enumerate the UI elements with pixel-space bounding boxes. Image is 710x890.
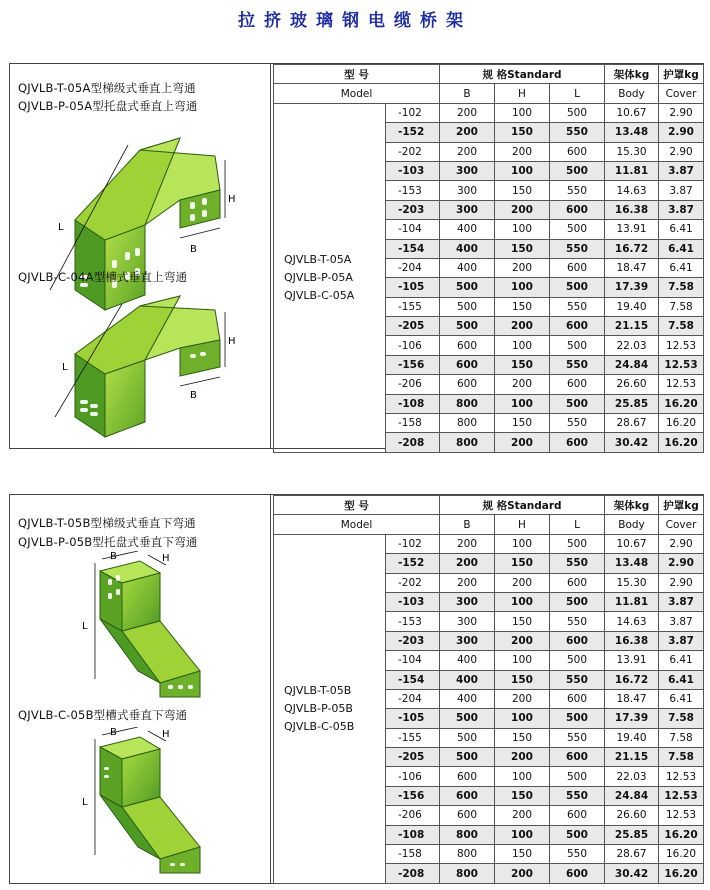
cell-code: -155 (386, 297, 440, 316)
cell-b: 400 (440, 239, 495, 258)
cell-h: 150 (495, 414, 550, 433)
cell-body: 22.03 (605, 336, 659, 355)
cell-code: -102 (386, 534, 440, 553)
header-body-cn: 架体kg (605, 65, 659, 84)
dimension-b-label: B (190, 390, 197, 401)
cell-cover: 7.58 (659, 728, 704, 747)
cell-h: 150 (495, 845, 550, 864)
cell-l: 600 (550, 573, 605, 592)
cell-b: 200 (440, 123, 495, 142)
cell-l: 550 (550, 239, 605, 258)
cell-l: 550 (550, 355, 605, 374)
cell-l: 550 (550, 554, 605, 573)
cell-body: 18.47 (605, 689, 659, 708)
header-model-cn: 型 号 (274, 65, 440, 84)
cell-cover: 16.20 (659, 394, 704, 413)
cell-body: 26.60 (605, 806, 659, 825)
cell-l: 600 (550, 864, 605, 883)
cell-h: 200 (495, 631, 550, 650)
cell-b: 800 (440, 845, 495, 864)
cell-b: 500 (440, 728, 495, 747)
header-model-en: Model (274, 84, 440, 103)
dimension-l-label: L (58, 222, 64, 233)
up-bend-trough-drawing (30, 292, 240, 442)
page-title: 拉挤玻璃钢电缆桥架 (238, 11, 472, 31)
cell-code: -108 (386, 825, 440, 844)
cell-l: 600 (550, 806, 605, 825)
header-cover: Cover (659, 515, 704, 534)
cell-cover: 12.53 (659, 806, 704, 825)
cell-cover: 2.90 (659, 123, 704, 142)
cell-h: 100 (495, 709, 550, 728)
figure-pane (10, 495, 271, 883)
cell-body: 16.72 (605, 670, 659, 689)
cell-code: -104 (386, 220, 440, 239)
cell-cover: 2.90 (659, 554, 704, 573)
cell-body: 24.84 (605, 355, 659, 374)
header-h: H (495, 84, 550, 103)
cell-code: -204 (386, 258, 440, 277)
cell-cover: 7.58 (659, 748, 704, 767)
cell-code: -205 (386, 748, 440, 767)
cell-code: -108 (386, 394, 440, 413)
cell-h: 200 (495, 258, 550, 277)
header-l: L (550, 515, 605, 534)
cell-cover: 6.41 (659, 670, 704, 689)
cell-b: 500 (440, 278, 495, 297)
caption-tray: QJVLB-P-05A型托盘式垂直上弯通 (18, 99, 198, 113)
cell-h: 150 (495, 728, 550, 747)
section-down-bend (9, 494, 704, 884)
cell-b: 400 (440, 670, 495, 689)
cell-code: -106 (386, 336, 440, 355)
cell-code: -105 (386, 278, 440, 297)
cell-h: 200 (495, 748, 550, 767)
caption-ladder: QJVLB-T-05A型梯级式垂直上弯通 (18, 81, 196, 95)
cell-l: 550 (550, 414, 605, 433)
cell-cover: 7.58 (659, 317, 704, 336)
cell-h: 200 (495, 864, 550, 883)
model-name: QJVLB-C-05A (284, 288, 355, 302)
header-model-cn: 型 号 (274, 496, 440, 515)
cell-h: 150 (495, 239, 550, 258)
cell-code: -158 (386, 414, 440, 433)
cell-l: 600 (550, 258, 605, 277)
cell-b: 300 (440, 181, 495, 200)
dimension-h-label: H (162, 729, 170, 740)
dimension-l-label: L (82, 797, 88, 808)
header-b: B (440, 515, 495, 534)
cell-body: 21.15 (605, 317, 659, 336)
cell-cover: 7.58 (659, 709, 704, 728)
cell-b: 200 (440, 573, 495, 592)
cell-h: 200 (495, 806, 550, 825)
cell-h: 200 (495, 689, 550, 708)
cell-body: 19.40 (605, 297, 659, 316)
model-name: QJVLB-C-05B (284, 719, 355, 733)
cell-b: 200 (440, 534, 495, 553)
cell-b: 300 (440, 161, 495, 180)
cell-l: 500 (550, 278, 605, 297)
dimension-l-label: L (62, 362, 68, 373)
cell-body: 26.60 (605, 375, 659, 394)
cell-h: 100 (495, 161, 550, 180)
header-spec: 规 格Standard (440, 65, 605, 84)
cell-body: 25.85 (605, 394, 659, 413)
cell-h: 100 (495, 534, 550, 553)
cell-h: 100 (495, 336, 550, 355)
caption-tray: QJVLB-P-05B型托盘式垂直下弯通 (18, 535, 198, 549)
cell-l: 550 (550, 786, 605, 805)
cell-cover: 16.20 (659, 414, 704, 433)
spec-table (273, 495, 704, 884)
down-bend-trough-drawing (30, 727, 240, 877)
cell-body: 18.47 (605, 258, 659, 277)
cell-h: 150 (495, 297, 550, 316)
cell-l: 550 (550, 845, 605, 864)
cell-code: -155 (386, 728, 440, 747)
cell-cover: 3.87 (659, 181, 704, 200)
cell-h: 150 (495, 123, 550, 142)
cell-code: -206 (386, 375, 440, 394)
cell-l: 500 (550, 220, 605, 239)
cell-l: 550 (550, 123, 605, 142)
cell-h: 100 (495, 767, 550, 786)
cell-b: 600 (440, 767, 495, 786)
header-cover: Cover (659, 84, 704, 103)
cell-h: 100 (495, 220, 550, 239)
cell-cover: 7.58 (659, 297, 704, 316)
cell-cover: 6.41 (659, 689, 704, 708)
header-body-cn: 架体kg (605, 496, 659, 515)
cell-h: 150 (495, 612, 550, 631)
cell-body: 13.91 (605, 220, 659, 239)
header-h: H (495, 515, 550, 534)
caption-trough: QJVLB-C-05B型槽式垂直下弯通 (18, 708, 188, 722)
cell-b: 200 (440, 142, 495, 161)
cell-body: 22.03 (605, 767, 659, 786)
cell-b: 300 (440, 612, 495, 631)
cell-cover: 12.53 (659, 786, 704, 805)
cell-h: 150 (495, 355, 550, 374)
model-names-cell (274, 103, 386, 452)
cell-h: 100 (495, 651, 550, 670)
table-row (274, 103, 704, 122)
cell-b: 500 (440, 297, 495, 316)
cell-l: 500 (550, 103, 605, 122)
header-cover-cn: 护罩kg (659, 496, 704, 515)
cell-body: 11.81 (605, 592, 659, 611)
cell-l: 500 (550, 651, 605, 670)
cell-l: 500 (550, 336, 605, 355)
cell-b: 800 (440, 825, 495, 844)
cell-body: 10.67 (605, 534, 659, 553)
cell-l: 600 (550, 200, 605, 219)
cell-body: 13.48 (605, 554, 659, 573)
up-bend-ladder-drawing (30, 130, 240, 316)
cell-l: 550 (550, 728, 605, 747)
cell-code: -105 (386, 709, 440, 728)
model-names-cell (274, 534, 386, 883)
cell-b: 800 (440, 394, 495, 413)
cell-body: 25.85 (605, 825, 659, 844)
cell-cover: 12.53 (659, 375, 704, 394)
cell-body: 15.30 (605, 573, 659, 592)
cell-cover: 2.90 (659, 534, 704, 553)
cell-h: 100 (495, 394, 550, 413)
cell-b: 600 (440, 786, 495, 805)
cell-cover: 16.20 (659, 825, 704, 844)
cell-l: 600 (550, 433, 605, 452)
cell-body: 19.40 (605, 728, 659, 747)
cell-code: -103 (386, 592, 440, 611)
cell-code: -106 (386, 767, 440, 786)
cell-code: -152 (386, 554, 440, 573)
cell-h: 200 (495, 200, 550, 219)
cell-l: 500 (550, 825, 605, 844)
cell-body: 16.72 (605, 239, 659, 258)
header-body: Body (605, 515, 659, 534)
cell-body: 16.38 (605, 631, 659, 650)
cell-body: 28.67 (605, 845, 659, 864)
cell-code: -203 (386, 200, 440, 219)
cell-body: 17.39 (605, 709, 659, 728)
cell-cover: 16.20 (659, 433, 704, 452)
cell-code: -154 (386, 670, 440, 689)
caption-trough: QJVLB-C-04A型槽式垂直上弯通 (18, 270, 188, 284)
cell-code: -158 (386, 845, 440, 864)
cell-b: 400 (440, 689, 495, 708)
cell-body: 15.30 (605, 142, 659, 161)
cell-b: 600 (440, 806, 495, 825)
cell-body: 21.15 (605, 748, 659, 767)
cell-code: -153 (386, 181, 440, 200)
dimension-b-label: B (110, 727, 117, 738)
cell-cover: 3.87 (659, 612, 704, 631)
cell-l: 600 (550, 142, 605, 161)
cell-l: 500 (550, 534, 605, 553)
header-spec: 规 格Standard (440, 496, 605, 515)
cell-cover: 12.53 (659, 336, 704, 355)
dimension-h-label: H (228, 194, 236, 205)
cell-h: 150 (495, 554, 550, 573)
header-l: L (550, 84, 605, 103)
cell-body: 13.91 (605, 651, 659, 670)
cell-code: -205 (386, 317, 440, 336)
cell-b: 500 (440, 709, 495, 728)
cell-code: -202 (386, 573, 440, 592)
cell-l: 600 (550, 689, 605, 708)
cell-h: 150 (495, 181, 550, 200)
model-name: QJVLB-P-05B (284, 701, 353, 715)
dimension-l-label: L (82, 621, 88, 632)
caption-ladder: QJVLB-T-05B型梯级式垂直下弯通 (18, 516, 196, 530)
cell-l: 500 (550, 592, 605, 611)
model-name: QJVLB-P-05A (284, 270, 353, 284)
dimension-h-label: H (228, 336, 236, 347)
cell-l: 600 (550, 631, 605, 650)
cell-code: -103 (386, 161, 440, 180)
cell-b: 400 (440, 220, 495, 239)
cell-l: 500 (550, 767, 605, 786)
cell-cover: 6.41 (659, 220, 704, 239)
table-row (274, 534, 704, 553)
cell-b: 300 (440, 592, 495, 611)
cell-h: 100 (495, 103, 550, 122)
cell-b: 200 (440, 554, 495, 573)
cell-b: 500 (440, 317, 495, 336)
model-name: QJVLB-T-05B (284, 683, 352, 697)
cell-h: 100 (495, 278, 550, 297)
cell-h: 200 (495, 317, 550, 336)
cell-h: 100 (495, 592, 550, 611)
cell-body: 14.63 (605, 181, 659, 200)
spec-table (273, 64, 704, 453)
cell-h: 200 (495, 375, 550, 394)
cell-l: 550 (550, 670, 605, 689)
cell-body: 24.84 (605, 786, 659, 805)
cell-body: 28.67 (605, 414, 659, 433)
cell-l: 500 (550, 394, 605, 413)
cell-cover: 12.53 (659, 355, 704, 374)
cell-h: 200 (495, 142, 550, 161)
section-up-bend (9, 63, 704, 449)
cell-body: 16.38 (605, 200, 659, 219)
cell-h: 100 (495, 825, 550, 844)
cell-cover: 16.20 (659, 864, 704, 883)
cell-body: 14.63 (605, 612, 659, 631)
cell-l: 500 (550, 161, 605, 180)
cell-cover: 6.41 (659, 258, 704, 277)
cell-code: -208 (386, 433, 440, 452)
cell-l: 500 (550, 709, 605, 728)
cell-code: -208 (386, 864, 440, 883)
cell-b: 500 (440, 748, 495, 767)
cell-code: -156 (386, 786, 440, 805)
cell-cover: 6.41 (659, 239, 704, 258)
cell-h: 150 (495, 670, 550, 689)
cell-cover: 3.87 (659, 631, 704, 650)
cell-body: 30.42 (605, 864, 659, 883)
dimension-h-label: H (162, 553, 170, 564)
down-bend-ladder-drawing (30, 551, 240, 701)
dimension-b-label: B (190, 244, 197, 255)
cell-code: -202 (386, 142, 440, 161)
cell-code: -104 (386, 651, 440, 670)
figure-pane (10, 64, 271, 448)
cell-cover: 2.90 (659, 573, 704, 592)
cell-b: 300 (440, 631, 495, 650)
cell-cover: 2.90 (659, 103, 704, 122)
cell-body: 17.39 (605, 278, 659, 297)
cell-body: 13.48 (605, 123, 659, 142)
cell-body: 30.42 (605, 433, 659, 452)
cell-body: 11.81 (605, 161, 659, 180)
cell-l: 550 (550, 612, 605, 631)
header-b: B (440, 84, 495, 103)
dimension-b-label: B (110, 551, 117, 562)
cell-code: -204 (386, 689, 440, 708)
cell-h: 150 (495, 786, 550, 805)
cell-code: -102 (386, 103, 440, 122)
cell-l: 550 (550, 181, 605, 200)
cell-b: 200 (440, 103, 495, 122)
cell-b: 800 (440, 864, 495, 883)
header-model-en: Model (274, 515, 440, 534)
cell-code: -206 (386, 806, 440, 825)
cell-cover: 16.20 (659, 845, 704, 864)
cell-b: 400 (440, 651, 495, 670)
cell-cover: 3.87 (659, 161, 704, 180)
cell-cover: 3.87 (659, 200, 704, 219)
cell-l: 600 (550, 317, 605, 336)
cell-body: 10.67 (605, 103, 659, 122)
cell-h: 200 (495, 573, 550, 592)
cell-b: 800 (440, 414, 495, 433)
cell-b: 600 (440, 375, 495, 394)
cell-cover: 3.87 (659, 592, 704, 611)
cell-code: -153 (386, 612, 440, 631)
cell-code: -152 (386, 123, 440, 142)
cell-l: 550 (550, 297, 605, 316)
cell-cover: 2.90 (659, 142, 704, 161)
cell-b: 800 (440, 433, 495, 452)
cell-l: 600 (550, 375, 605, 394)
cell-h: 200 (495, 433, 550, 452)
cell-code: -203 (386, 631, 440, 650)
cell-l: 600 (550, 748, 605, 767)
cell-b: 600 (440, 355, 495, 374)
model-name: QJVLB-T-05A (284, 252, 352, 266)
cell-cover: 6.41 (659, 651, 704, 670)
header-body: Body (605, 84, 659, 103)
cell-b: 400 (440, 258, 495, 277)
cell-code: -154 (386, 239, 440, 258)
cell-b: 300 (440, 200, 495, 219)
cell-cover: 12.53 (659, 767, 704, 786)
cell-code: -156 (386, 355, 440, 374)
header-cover-cn: 护罩kg (659, 65, 704, 84)
cell-cover: 7.58 (659, 278, 704, 297)
cell-b: 600 (440, 336, 495, 355)
